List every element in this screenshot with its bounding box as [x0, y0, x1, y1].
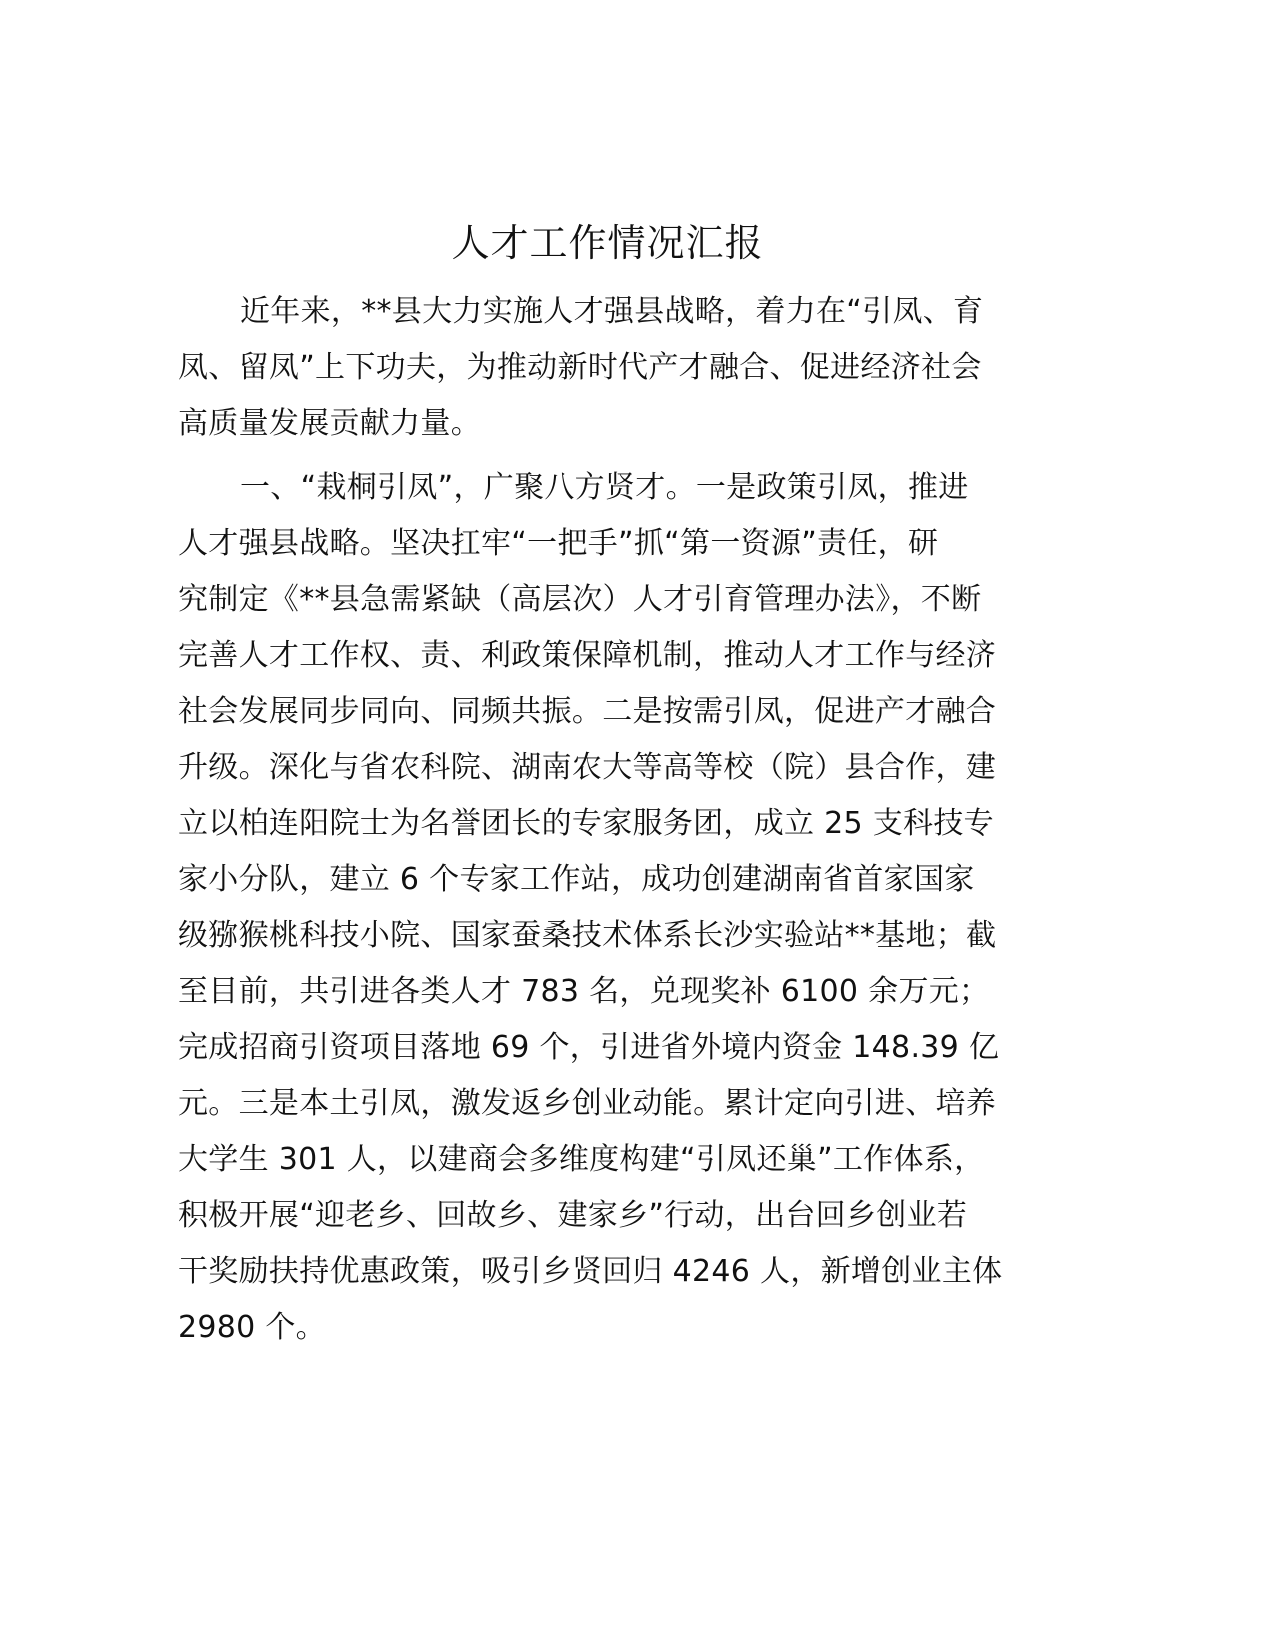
text-line: 高质量发展贡献力量。 [178, 406, 481, 441]
text-line: 完成招商引资项目落地 69 个，引进省外境内资金 148.39 亿 [178, 1030, 1000, 1065]
text-line: 社会发展同步同向、同频共振。二是按需引凤，促进产才融合 [178, 694, 997, 729]
text-line: 一、“栽桐引凤”，广聚八方贤才。一是政策引凤，推进 [240, 470, 969, 505]
text-line: 凤、留凤”上下功夫，为推动新时代产才融合、促进经济社会 [178, 350, 982, 385]
text-line: 究制定《**县急需紧缺（高层次）人才引育管理办法》，不断 [178, 582, 982, 617]
text-line: 家小分队，建立 6 个专家工作站，成功创建湖南省首家国家 [178, 862, 975, 897]
text-line: 立以柏连阳院士为名誉团长的专家服务团，成立 25 支科技专 [178, 806, 994, 841]
text-line: 至目前，共引进各类人才 783 名，兑现奖补 6100 余万元； [178, 974, 990, 1009]
text-line: 完善人才工作权、责、利政策保障机制，推动人才工作与经济 [178, 638, 997, 673]
paragraph-gap [178, 452, 1078, 460]
paragraph-section-one [178, 460, 1078, 1356]
text-line: 大学生 301 人，以建商会多维度构建“引凤还巢”工作体系， [178, 1142, 985, 1177]
text-line: 干奖励扶持优惠政策，吸引乡贤回归 4246 人，新增创业主体 [178, 1254, 1003, 1289]
text-line: 人才强县战略。坚决扛牢“一把手”抓“第一资源”责任，研 [178, 526, 939, 561]
document-title: 人才工作情况汇报 [451, 221, 764, 265]
text-line: 元。三是本土引凤，激发返乡创业动能。累计定向引进、培养 [178, 1086, 997, 1121]
text-line: 积极开展“迎老乡、回故乡、建家乡”行动，出台回乡创业若 [178, 1198, 968, 1233]
document-body [178, 284, 1078, 1356]
text-line: 级猕猴桃科技小院、国家蚕桑技术体系长沙实验站**基地；截 [178, 918, 997, 953]
text-line: 升级。深化与省农科院、湖南农大等高等校（院）县合作，建 [178, 750, 997, 785]
paragraph-intro [178, 284, 1078, 452]
text-line: 2980 个。 [178, 1310, 326, 1345]
text-line: 近年来，**县大力实施人才强县战略，着力在“引凤、育 [240, 294, 984, 329]
